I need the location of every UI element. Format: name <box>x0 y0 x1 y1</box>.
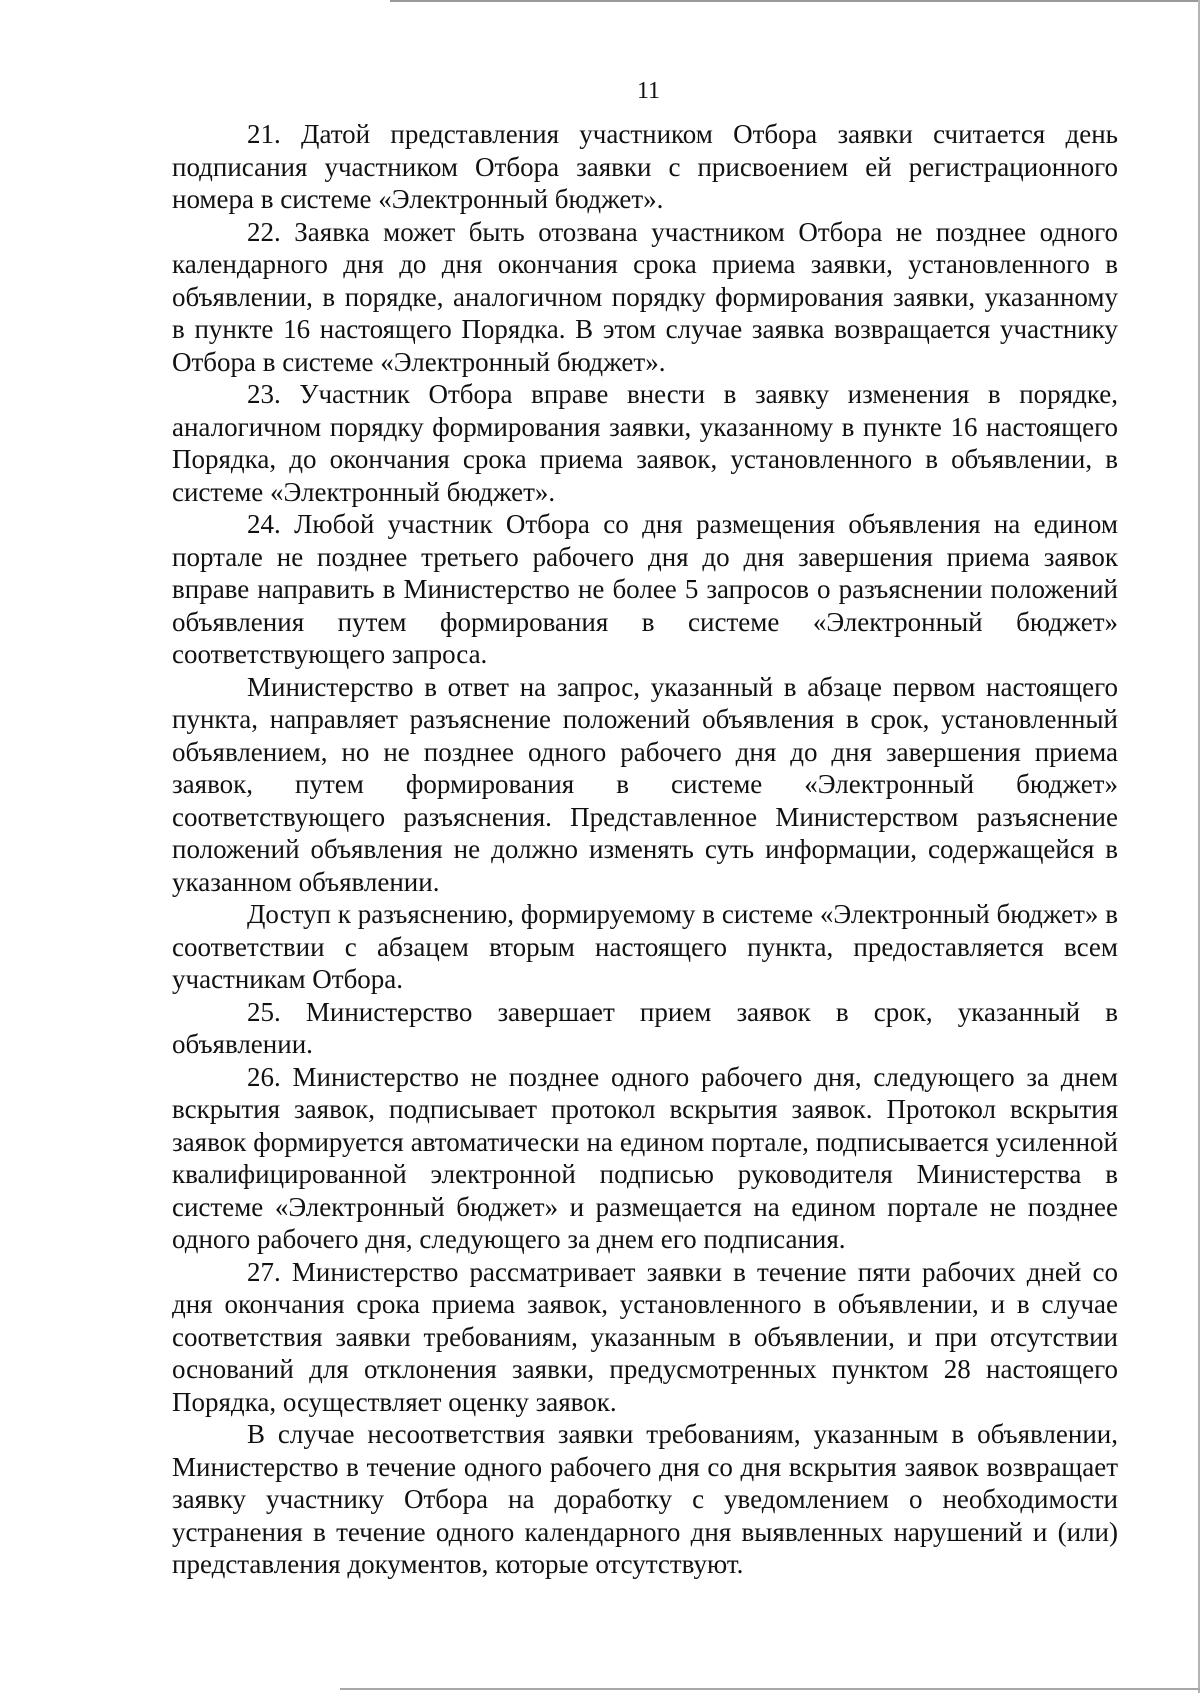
page-number: 11 <box>636 78 661 104</box>
scan-edge-bottom <box>340 1688 1200 1690</box>
paragraph-24-clarification: Министерство в ответ на запрос, указанный в абзаце первом настоящего пункта, направляет разъяснение положений объявления в срок, установленный объявлением, но не позднее одного рабочего дня до дня завершения приема заявок, путем формирования в системе «Электронный бюджет» соответствующего разъяснения. Представленное Министерством разъяснение положений объявления не должно изменять суть информации, содержащейся в указанном объявлении. <box>172 671 1118 897</box>
paragraph-24: 24. Любой участник Отбора со дня размещения объявления на едином портале не позднее третьего рабочего дня до дня завершения приема заявок вправе направить в Министерство не более 5 запросов о разъяснении положений объявления путем формирования в системе «Электронный бюджет» соответствующего запроса. <box>172 509 1118 669</box>
paragraph-25: 25. Министерство завершает прием заявок в срок, указанный в объявлении. <box>172 996 1118 1059</box>
paragraph-27: 27. Министерство рассматривает заявки в течение пяти рабочих дней со дня окончания срока приема заявок, установленного в объявлении, и в случае соответствия заявки требованиям, указанным в объявлении, и при отсутствии оснований для отклонения заявки, предусмотренных пунктом 28 настоящего Порядка, осуществляет оценку заявок. <box>172 1256 1118 1417</box>
paragraph-26: 26. Министерство не позднее одного рабочего дня, следующего за днем вскрытия заявок, подписывает протокол вскрытия заявок. Протокол вскрытия заявок формируется автоматически на едином портале, подписывается усиленной квалифицированной электронной подписью руководителя Министерства в системе «Электронный бюджет» и размещается на едином портале не позднее одного рабочего дня, следующего за днем его подписания. <box>172 1061 1118 1254</box>
paragraph-22: 22. Заявка может быть отозвана участником Отбора не позднее одного календарного дня до дня окончания срока приема заявки, установленного в объявлении, в порядке, аналогичном порядку формирования заявки, указанному в пункте 16 настоящего Порядка. В этом случае заявка возвращается участнику Отбора в системе «Электронный бюджет». <box>172 216 1118 377</box>
document-body <box>172 118 1118 1581</box>
scan-edge-top <box>390 0 1200 2</box>
paragraph-21: 21. Датой представления участником Отбора заявки считается день подписания участником Отбора заявки с присвоением ей регистрационного номера в системе «Электронный бюджет». <box>172 119 1118 214</box>
paragraph-24-access: Доступ к разъяснению, формируемому в системе «Электронный бюджет» в соответствии с абзацем вторым настоящего пункта, предоставляется всем участникам Отбора. <box>172 899 1118 994</box>
paragraph-27-nonconformity: В случае несоответствия заявки требованиям, указанным в объявлении, Министерство в течение одного рабочего дня со дня вскрытия заявок возвращает заявку участнику Отбора на доработку с уведомлением о необходимости устранения в течение одного календарного дня выявленных нарушений и (или) представления документов, которые отсутствуют. <box>172 1419 1118 1579</box>
paragraph-23: 23. Участник Отбора вправе внести в заявку изменения в порядке, аналогичном порядку формирования заявки, указанному в пункте 16 настоящего Порядка, до окончания срока приема заявок, установленного в объявлении, в системе «Электронный бюджет». <box>172 379 1118 507</box>
